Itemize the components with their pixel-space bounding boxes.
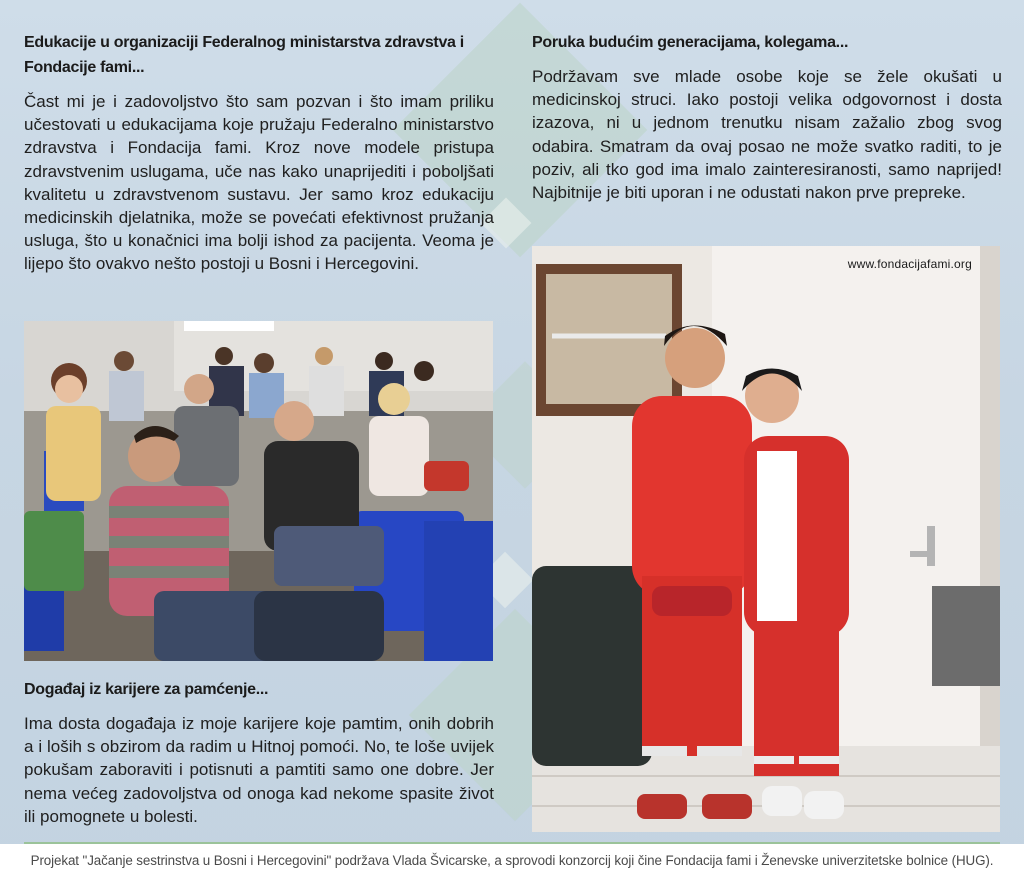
section-text-education: Čast mi je i zadovoljstvo što sam pozvan i što imam priliku učestovati u edukacijama koje pružaju Federalno ministarstvo zdravstva i Fondacija fami. Kroz nove modele pristupa zdravstvenim uslugama, uče nas kako unaprijediti i poboljšati kvalitetu u zdravstvenom sustavu. Jer samo kroz edukaciju medicinskih djelatnika, može se povećati efektivnost pružanja usluga, što u konačnici ima bolji ishod za pacijenta. Veoma je lijepo što ovakvo nešto postoji u Bosni i Hercegovini. — [24, 92, 494, 274]
section-title-memorable-event: Događaj iz karijere za pamćenje... — [24, 681, 269, 698]
footer-text: Projekat "Jačanje sestrinstva u Bosni i Hercegovini" podržava Vlada Švicarske, a sprovodi konzorcij koji čine Fondacija fami i Ženevske univerzitetske bolnice (HUG). — [30, 853, 994, 868]
photo-watermark: www.fondacijafami.org — [847, 257, 972, 271]
left-column — [24, 30, 494, 276]
footer — [0, 844, 1024, 886]
section-title-education: Edukacije u organizaciji Federalnog ministarstva zdravstva i Fondacije fami... — [24, 34, 464, 76]
section-title-message: Poruka budućim generacijama, kolegama... — [532, 34, 849, 51]
right-column — [532, 30, 1002, 204]
section-text-message: Podržavam sve mlade osobe koje se žele okušati u medicinskoj struci. Iako postoji velika odgovornost i dosta izazova, ni u jednom trenutku nisam zažalio zbog svog odabira. Smatram da ovaj posao ne može svatko raditi, to je poziv, ali tko god ima imalo zainteresiranosti, samo naprijed! Najbitnije je biti uporan i ne odustati nakon prve prepreke. — [532, 67, 1002, 203]
paramedics-photo — [532, 246, 1000, 832]
left-column-bottom — [24, 677, 494, 828]
section-text-memorable-event: Ima dosta događaja iz moje karijere koje pamtim, onih dobrih a i loših s obzirom da radim u Hitnoj pomoći. No, te loše uvijek pokušam zaboraviti i potisnuti a pamtiti samo one dobre. Jer nema većeg zadovoljstva od onoga kad nekome spasite život ili pomognete u bolesti. — [24, 714, 494, 826]
seminar-photo — [24, 321, 493, 661]
